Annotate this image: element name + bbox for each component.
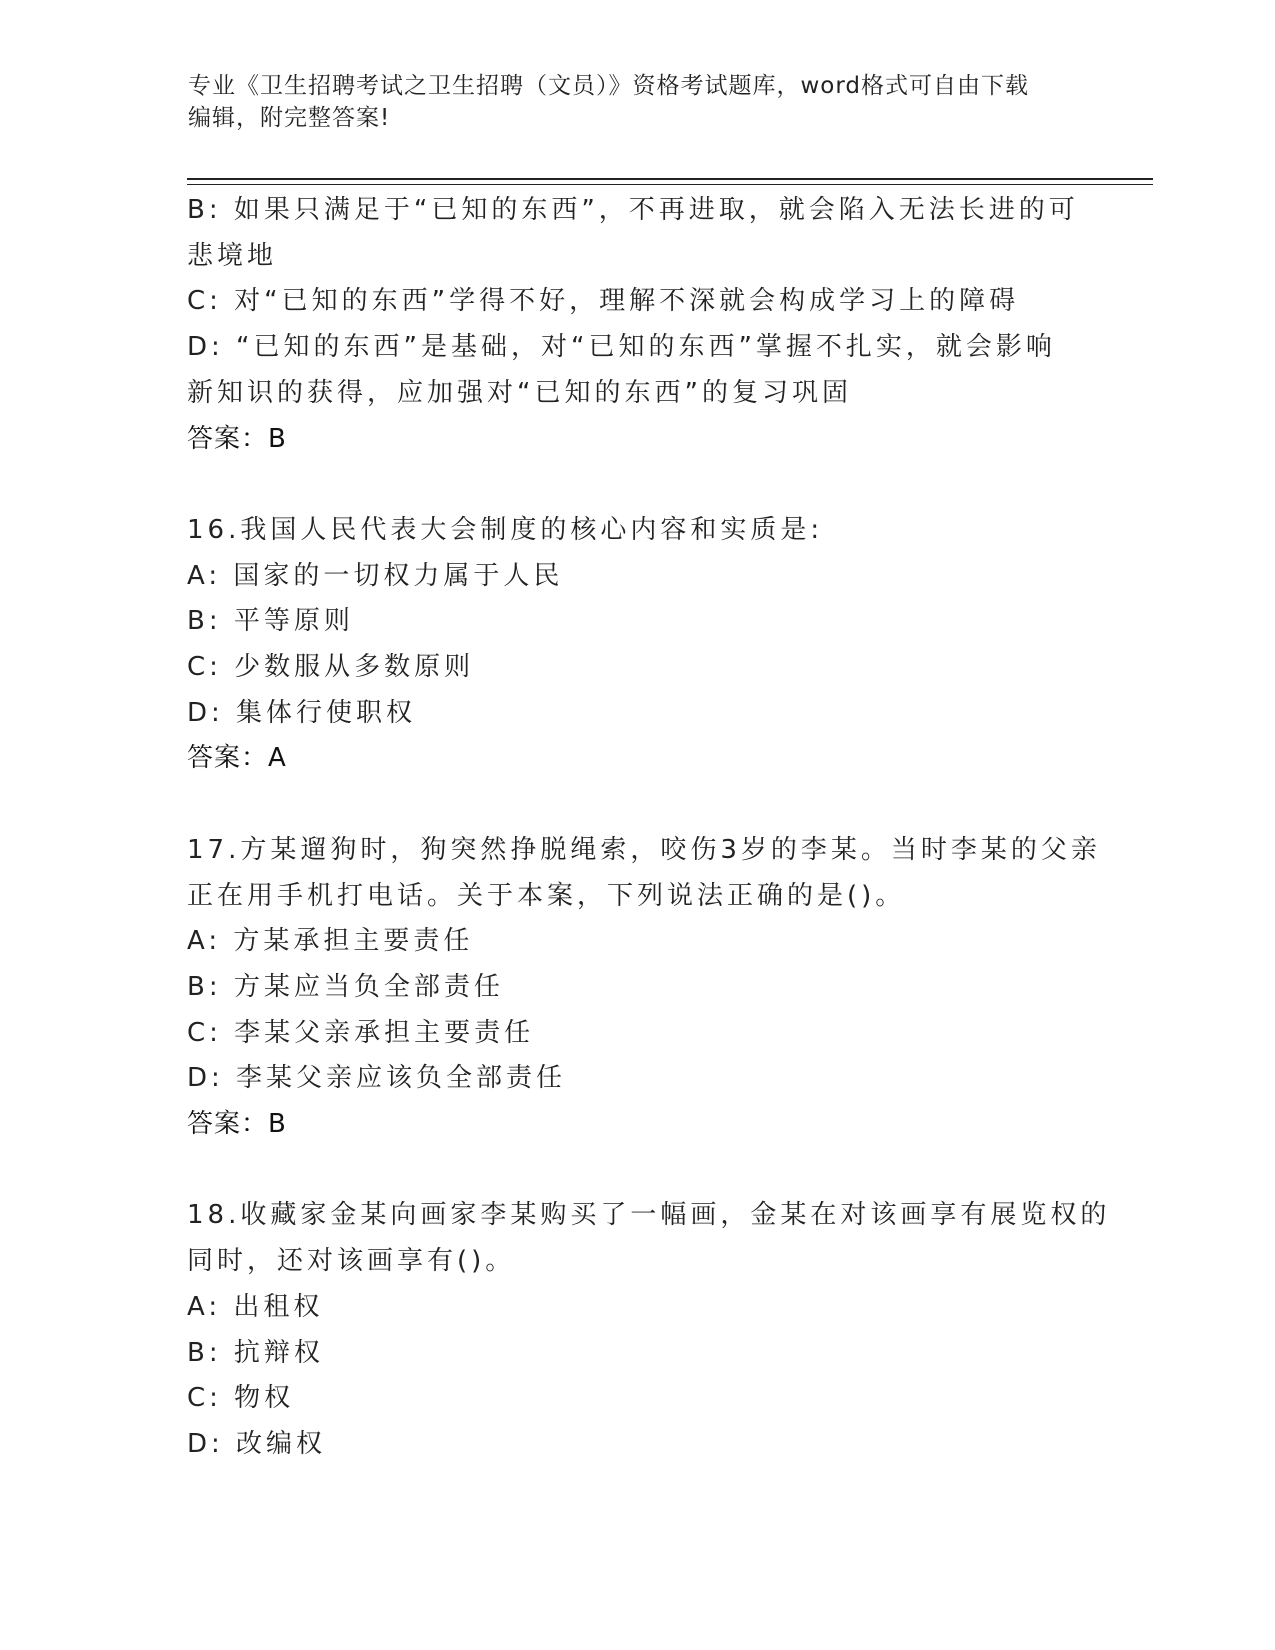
option-b-line-2: 悲境地 [187, 240, 278, 271]
option-b: B: 方某应当负全部责任 [187, 971, 504, 1002]
question-stem-line-2: 正在用手机打电话。关于本案，下列说法正确的是()。 [187, 880, 906, 911]
option-c: C: 李某父亲承担主要责任 [187, 1017, 535, 1048]
option-c-line-1: C: 对“已知的东西”学得不好，理解不深就会构成学习上的障碍 [187, 286, 1020, 317]
option-c: C: 物权 [187, 1383, 295, 1414]
option-a: A: 国家的一切权力属于人民 [187, 560, 564, 591]
option-d-line-2: 新知识的获得，应加强对“已知的东西”的复习巩固 [187, 377, 852, 408]
answer: 答案：A [187, 743, 287, 774]
option-c: C: 少数服从多数原则 [187, 652, 475, 683]
option-b-line-1: B: 如果只满足于“已知的东西”，不再进取，就会陷入无法长进的可 [187, 195, 1079, 225]
question-stem: 16.我国人民代表大会制度的核心内容和实质是: [187, 514, 824, 545]
question-stem-line-2: 同时，还对该画享有()。 [187, 1246, 516, 1277]
header-rule-thick [187, 178, 1153, 180]
option-a: A: 出租权 [187, 1291, 324, 1322]
spacer [187, 1148, 1077, 1194]
question-15-continued [187, 188, 1077, 462]
question-stem-line-1: 18.收藏家金某向画家李某购买了一幅画，金某在对该画享有展览权的 [187, 1200, 1111, 1231]
option-b: B: 平等原则 [187, 606, 354, 637]
header-line-1: 专业《卫生招聘考试之卫生招聘（文员）》资格考试题库，word格式可自由下载 [188, 73, 1030, 99]
spacer [187, 782, 1077, 828]
option-a: A: 方某承担主要责任 [187, 926, 474, 957]
document-body [187, 188, 1111, 1468]
question-stem-line-1: 17.方某遛狗时，狗突然挣脱绳索，咬伤3岁的李某。当时李某的父亲 [187, 834, 1101, 865]
option-d-line-1: D: “已知的东西”是基础，对“已知的东西”掌握不扎实，就会影响 [187, 332, 1056, 363]
answer: 答案：B [187, 1109, 287, 1140]
spacer [187, 462, 1077, 508]
answer: 答案：B [187, 423, 287, 454]
option-d: D: 李某父亲应该负全部责任 [187, 1063, 567, 1094]
option-b: B: 抗辩权 [187, 1337, 324, 1368]
question-17 [187, 828, 1101, 1148]
header-rule-thin [187, 184, 1153, 185]
option-d: D: 改编权 [187, 1428, 327, 1459]
document-header [188, 70, 1068, 134]
question-18 [187, 1193, 1111, 1467]
question-16 [187, 508, 1077, 782]
header-line-2: 编辑，附完整答案! [188, 105, 391, 131]
option-d: D: 集体行使职权 [187, 697, 417, 728]
